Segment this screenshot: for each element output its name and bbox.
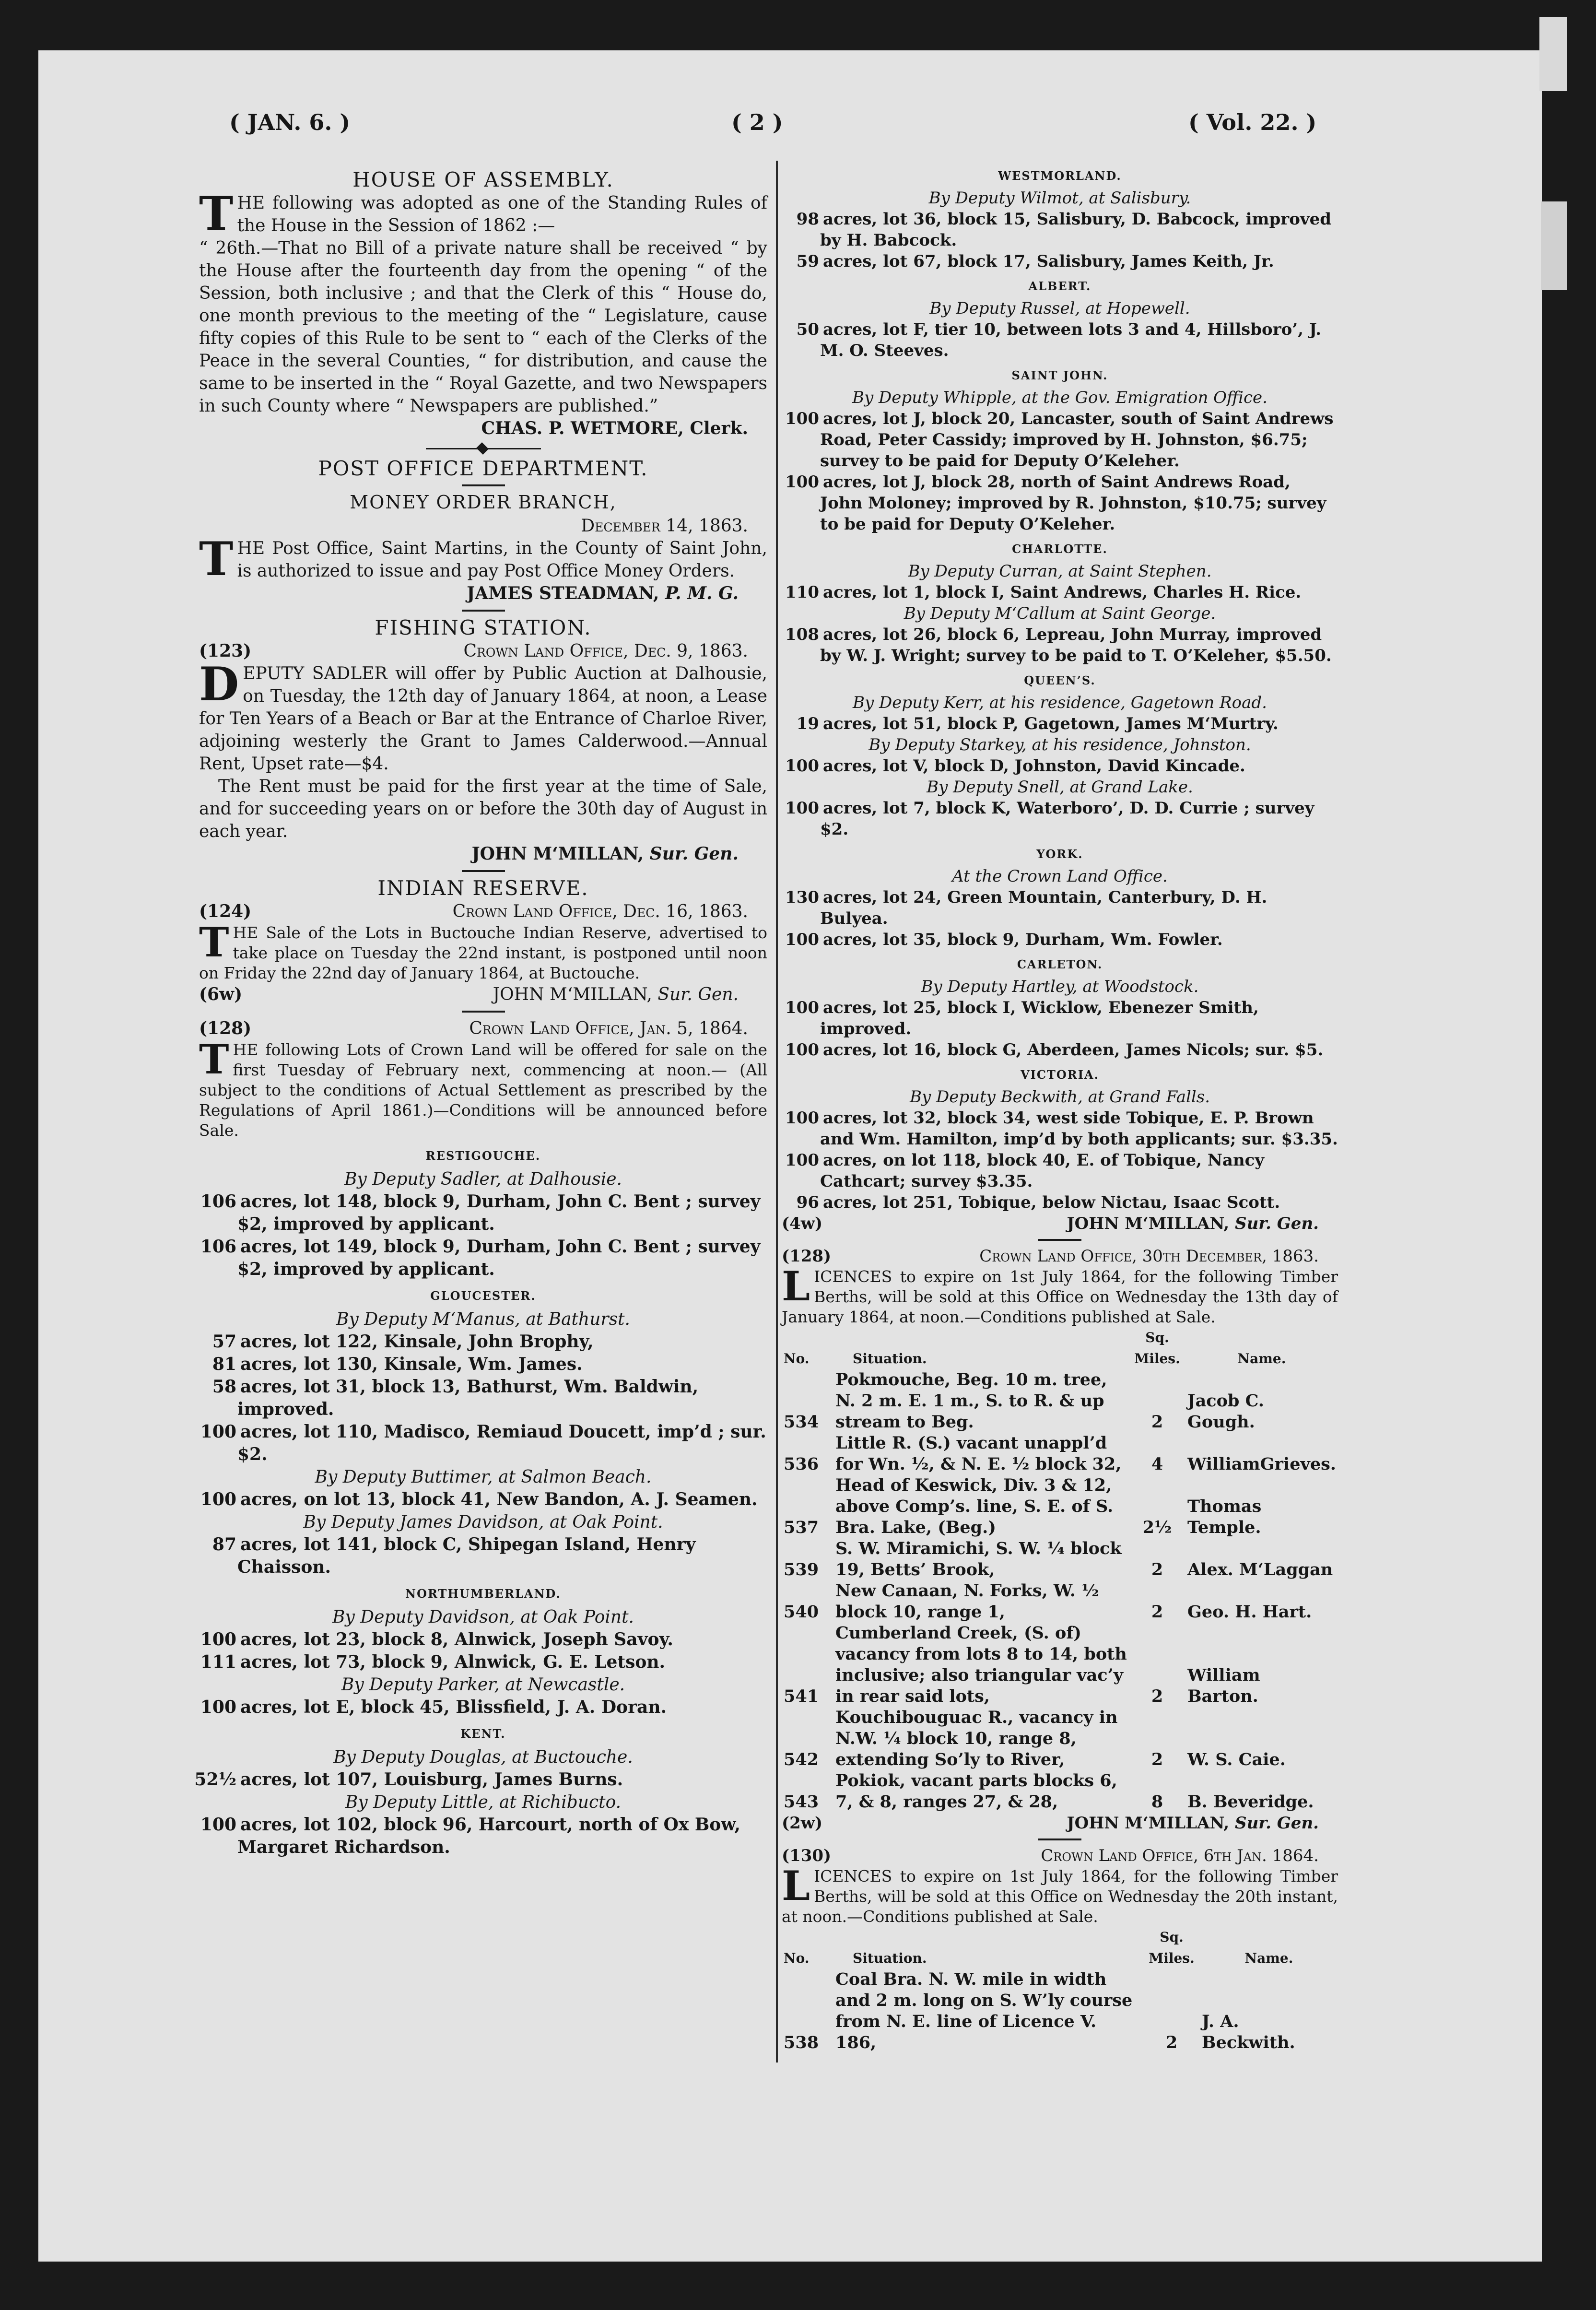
sig-name: JOHN M‘MILLAN, [1067,1214,1230,1233]
sig-name: JOHN M‘MILLAN, [493,985,652,1004]
lot-entry [199,1236,767,1281]
deputy-line: By Deputy Russel, at Hopewell. [929,299,1190,318]
acreage: 87 [212,1534,236,1555]
lot-entry [782,251,1338,272]
county-heading: YORK. [1036,847,1083,861]
lot-entry [199,1651,767,1674]
table-row [782,1707,1338,1770]
berth-number: 536 [784,1454,819,1474]
lot-text: acres, lot 32, block 34, west side Tobique, E. P. Brown and Wm. Hamilton, imp’d by both applicants; sur. $3.35. [820,1108,1338,1149]
berth-number: 538 [784,2033,819,2052]
timber-berth-table [782,1327,1338,1813]
sig-title: Sur. Gen. [1235,1814,1319,1833]
lic128-text-body: ICENCES to expire on 1st July 1864, for the following Timber Berths, will be sold at this Office on Wednesday the 13th day of January 1864, at noon.—Conditions published at Sale. [782,1267,1338,1326]
lot-entry [782,471,1338,535]
indian-text [199,919,767,983]
lot-text: acres, lot 16, block G, Aberdeen, James Nicols; sur. $5. [823,1040,1324,1060]
lot-entry [782,929,1338,950]
berth-number: 542 [784,1750,819,1769]
sig-name: JAMES STEADMAN, [467,583,659,603]
post-title: POST OFFICE DEPARTMENT. [318,457,648,480]
dropcap: T [199,532,234,586]
berth-sq-miles: 2 [1151,1412,1163,1432]
post-subtitle: MONEY ORDER BRANCH, [350,492,617,513]
berth-situation: S. W. Miramichi, S. W. ¼ block 19, Betts’ Brook, [835,1539,1122,1579]
lot-text: acres, lot J, block 28, north of Saint Andrews Road, John Moloney; improved by R. Johnston, $10.75; survey to be paid for Deputy O’Keleher. [820,472,1326,534]
county-heading: QUEEN’S. [1024,673,1096,687]
county-heading: CARLETON. [1017,957,1103,971]
short-rule [1038,1239,1081,1241]
sig-name: JOHN M‘MILLAN, [471,844,644,864]
deputy-line: At the Crown Land Office. [952,867,1168,886]
lot-text: acres, lot J, block 20, Lancaster, south of Saint Andrews Road, Peter Cassidy; improved by H. Johnston, $6.75; survey to be paid for Deputy O’Keleher. [820,409,1334,471]
lot-text: acres, lot 36, block 15, Salisbury, D. Babcock, improved by H. Babcock. [820,210,1332,250]
lot-text: acres, lot 1, block I, Saint Andrews, Charles H. Rice. [823,583,1302,602]
office-date: Crown Land Office, 30th December, 1863. [979,1247,1319,1266]
deputy-line: By Deputy Sadler, at Dalhousie. [344,1169,622,1189]
lot-entry [194,1768,767,1791]
deputy-line: By Deputy M‘Callum at Saint George. [904,604,1216,623]
acreage: 110 [785,583,819,602]
lot-entry [782,1108,1338,1150]
berth-sq-miles: 2 [1151,1602,1163,1622]
indian-title: INDIAN RESERVE. [377,876,589,900]
lot-entry [782,1150,1338,1192]
lot-entry [782,755,1338,777]
crown128-text [199,1036,767,1141]
berth-sq-miles: 4 [1151,1454,1163,1474]
insertion-tag: (4w) [782,1214,823,1233]
berth-name: Alex. M‘Laggan [1187,1560,1333,1579]
timber-berth-table [782,1927,1338,2053]
lot-entry [782,997,1338,1039]
county-heading: NORTHUMBERLAND. [405,1587,561,1601]
lot-entry [782,209,1338,251]
acreage: 100 [200,1629,236,1650]
acreage: 100 [785,930,819,949]
berth-sq-miles: 2 [1151,1750,1163,1769]
acreage: 100 [200,1422,236,1442]
lot-text: acres, lot 51, block P, Gagetown, James M‘Murtry. [823,714,1279,733]
col-no: No. [784,1950,810,1966]
col-situation: Situation. [853,1950,927,1966]
short-rule [462,610,505,612]
office-date: Crown Land Office, Jan. 5, 1864. [469,1019,748,1038]
lot-text: acres, lot F, tier 10, between lots 3 and 4, Hillsboro’, J. M. O. Steeves. [820,320,1322,360]
deputy-line: By Deputy Hartley, at Woodstock. [921,977,1199,996]
sig-name: JOHN M‘MILLAN, [1067,1814,1230,1833]
office-date: Crown Land Office, Dec. 16, 1863. [452,902,748,921]
lic128-office-line [782,1246,1338,1267]
acreage: 100 [785,1108,819,1128]
dropcap: T [199,919,229,966]
county-heading: GLOUCESTER. [430,1289,536,1303]
acreage: 108 [785,625,819,644]
acreage: 50 [796,320,819,339]
berth-name: W. S. Caie. [1187,1750,1286,1769]
acreage: 106 [200,1237,236,1257]
acreage: 100 [785,1151,819,1170]
dropcap: D [199,657,239,711]
acreage: 100 [200,1697,236,1717]
county-heading: KENT. [460,1727,506,1741]
table-row [782,1538,1338,1580]
berth-sq-miles: 8 [1151,1792,1163,1812]
lot-entry [199,1353,767,1376]
berth-name: Jacob C. Gough. [1187,1391,1264,1432]
col-situation: Situation. [853,1351,927,1367]
lic128-signature-line [782,1813,1338,1834]
lot-text: acres, lot 102, block 96, Harcourt, north of Ox Bow, Margaret Richardson. [237,1815,740,1857]
acreage: 100 [785,756,819,776]
header-page-number: ( 2 ) [731,109,783,135]
berth-name: Thomas Temple. [1187,1497,1262,1537]
assembly-intro [199,187,767,241]
acreage: 59 [796,252,819,271]
lot-entry [199,1331,767,1353]
post-text-body: HE Post Office, Saint Martins, in the County of Saint John, is authorized to issue and pay Post Office Money Orders. [237,539,767,581]
header-date: ( JAN. 6. ) [229,109,351,135]
lot-text: acres, lot 107, Louisburg, James Burns. [240,1769,623,1790]
acreage: 100 [785,998,819,1017]
acreage: 96 [796,1193,819,1212]
berth-situation: Pokiok, vacant parts blocks 6, 7, & 8, ranges 27, & 28, [835,1771,1117,1812]
lot-entry [782,798,1338,840]
sig-title: Sur. Gen. [649,844,739,864]
post-signature [199,582,739,605]
sig-title: P. M. G. [665,583,739,603]
column-rule [776,161,778,2062]
lot-text: acres, lot 23, block 8, Alnwick, Joseph Savoy. [240,1629,673,1650]
fishing-signature [199,843,739,865]
assembly-title: HOUSE OF ASSEMBLY. [352,168,614,191]
acreage: 58 [212,1377,236,1397]
lot-text: acres, lot 251, Tobique, below Nictau, Isaac Scott. [823,1193,1280,1212]
acreage: 111 [200,1652,236,1672]
lot-entry [782,319,1338,361]
berth-number: 543 [784,1792,819,1812]
county-heading: ALBERT. [1028,279,1091,293]
berth-number: 537 [784,1518,819,1537]
ad-number: (128) [782,1247,832,1266]
short-rule [462,870,505,872]
berth-situation: Cumberland Creek, (S. of) vacancy from lots 8 to 14, both inclusive; also triangular vac’y in rear said lots, [835,1623,1127,1706]
berth-situation: New Canaan, N. Forks, W. ½ block 10, range 1, [835,1581,1099,1622]
indian-signature-line [199,983,767,1006]
page-edge-tab [1539,17,1567,91]
lot-entry [199,1421,767,1466]
lic128-text [782,1262,1338,1327]
indian-text-body: HE Sale of the Lots in Buctouche Indian Reserve, advertised to take place on Tuesday the 22nd instant, is postponed until noon on Friday the 22nd day of January 1864, at Buctouche. [199,923,767,982]
berth-number: 540 [784,1602,819,1622]
berth-number: 534 [784,1412,819,1432]
lot-text: acres, lot 122, Kinsale, John Brophy, [240,1332,594,1352]
post-text [199,532,767,586]
lot-text: acres, lot 24, Green Mountain, Canterbury, D. H. Bulyea. [820,888,1267,928]
county-heading: VICTORIA. [1021,1068,1099,1082]
lic130-text-body: ICENCES to expire on 1st July 1864, for the following Timber Berths, will be sold at this Office on Wednesday the 20th instant, at noon.—Conditions published at Sale. [782,1867,1338,1926]
acreage: 106 [200,1191,236,1212]
lot-text: acres, lot 141, block C, Shipegan Island, Henry Chaisson. [237,1534,696,1577]
lot-entry [782,713,1338,734]
lot-entry [782,1192,1338,1213]
county-heading: CHARLOTTE. [1012,542,1108,556]
acreage: 100 [200,1815,236,1835]
lic130-office-line [782,1845,1338,1866]
deputy-line: By Deputy Little, at Richibucto. [345,1792,622,1812]
ad-number: (123) [199,641,252,661]
berth-number: 539 [784,1560,819,1579]
lot-text: acres, on lot 13, block 41, New Bandon, A. J. Seamen. [240,1489,758,1509]
table-body [782,1369,1338,1813]
acreage: 98 [796,210,819,229]
assembly-signature: CHAS. P. WETMORE, Clerk. [481,418,748,438]
lot-text: acres, lot 7, block K, Waterboro’, D. D. Currie ; survey $2. [820,799,1314,839]
deputy-line: By Deputy Snell, at Grand Lake. [927,778,1193,797]
lot-entry [199,1190,767,1236]
table-row [782,1623,1338,1707]
lot-text: acres, lot V, block D, Johnston, David Kincade. [823,756,1245,776]
berth-sq-miles: 2 [1151,1686,1163,1706]
county-heading: SAINT JOHN. [1011,368,1108,382]
right-signature-line [782,1213,1338,1234]
acreage: 100 [785,799,819,818]
acreage: 19 [796,714,819,733]
lot-text: acres, lot 25, block I, Wicklow, Ebenezer Smith, improved. [820,998,1259,1038]
table-row [782,1969,1338,2053]
berth-situation: Little R. (S.) vacant unappl’d for Wn. ½, & N. E. ½ block 32, [835,1433,1122,1474]
lot-entry [199,1696,767,1719]
table-row [782,1580,1338,1623]
berth-sq-miles: 2 [1165,2033,1178,2052]
ornament-divider [426,443,541,454]
table-row [782,1433,1338,1475]
lot-entry [199,1376,767,1421]
berth-number: 541 [784,1686,819,1706]
short-rule [1038,1839,1081,1840]
col-name: Name. [1237,1351,1286,1367]
lot-entry [199,1628,767,1651]
lic130-text [782,1862,1338,1927]
berth-name: Geo. H. Hart. [1187,1602,1312,1622]
deputy-line: By Deputy M‘Manus, at Bathurst. [336,1309,630,1329]
deputy-line: By Deputy Buttimer, at Salmon Beach. [315,1467,652,1487]
dropcap: L [782,1862,810,1909]
crown128-office-line [199,1017,767,1040]
col-no: No. [784,1351,810,1367]
ad-number: (130) [782,1846,832,1865]
sig-title: Sur. Gen. [1235,1214,1319,1233]
lot-text: acres, lot 149, block 9, Durham, John C. Bent ; survey $2, improved by applicant. [237,1237,761,1279]
assembly-intro-text: HE following was adopted as one of the Standing Rules of the House in the Session of 1862 :— [237,193,767,236]
berth-situation: Head of Keswick, Div. 3 & 12, above Comp’s. line, S. E. of S. Bra. Lake, (Beg.) [835,1475,1114,1537]
insertion-tag: (2w) [782,1814,823,1833]
berth-situation: Coal Bra. N. W. mile in width and 2 m. long on S. W’ly course from N. E. line of Licence V. 186, [835,1969,1133,2052]
lot-text: acres, lot 26, block 6, Lepreau, John Murray, improved by W. J. Wright; survey to be paid to T. O’Keleher, $5.50. [820,625,1332,665]
berth-name: WilliamGrieves. [1187,1454,1336,1474]
table-row [782,1770,1338,1813]
dropcap: T [199,187,234,241]
berth-name: B. Beveridge. [1187,1792,1314,1812]
indian-office-line [199,900,767,923]
deputy-line: By Deputy Starkey, at his residence, Johnston. [868,735,1251,754]
col-name: Name. [1244,1950,1293,1966]
insertion-tag: (6w) [199,984,243,1004]
berth-sq-miles: 2½ [1142,1518,1172,1537]
lot-entry [199,1488,767,1511]
berth-name: J. A. Beckwith. [1202,2012,1295,2052]
lot-text: acres, lot 31, block 13, Bathurst, Wm. Baldwin, improved. [237,1377,699,1419]
deputy-line: By Deputy Beckwith, at Grand Falls. [909,1087,1210,1107]
fishing-text-body: EPUTY SADLER will offer by Public Auction at Dalhousie, on Tuesday, the 12th day of January 1864, at noon, a Lease for Ten Years of a Beach or Bar at the Entrance of Charloe River, adjoining westerly the Grant to James Calderwood.—Annual Rent, Upset rate—$4. [199,664,767,774]
table-body [782,1969,1338,2053]
lot-text: acres, lot 73, block 9, Alnwick, G. E. Letson. [240,1652,666,1672]
lot-text: acres, lot 148, block 9, Durham, John C. Bent ; survey $2, improved by applicant. [237,1191,761,1234]
dropcap: T [199,1036,229,1083]
lot-text: acres, lot 67, block 17, Salisbury, James Keith, Jr. [823,252,1274,271]
acreage: 100 [785,472,819,492]
short-rule [462,484,505,486]
county-heading: WESTMORLAND. [998,169,1122,183]
col-sq: Sq. Miles. [1134,1330,1180,1367]
acreage: 100 [200,1489,236,1509]
lot-text: acres, lot E, block 45, Blissfield, J. A. Doran. [240,1697,667,1717]
fishing-title: FISHING STATION. [375,616,592,639]
ad-number: (124) [199,901,252,921]
fishing-text-2: The Rent must be paid for the first year at the time of Sale, and for succeeding years on or before the 30th day of August in each year. [199,777,767,841]
header-volume: ( Vol. 22. ) [1188,109,1317,135]
deputy-line: By Deputy Davidson, at Oak Point. [332,1607,634,1627]
acreage: 57 [212,1332,236,1352]
office-date: Crown Land Office, Dec. 9, 1863. [463,641,748,661]
table-row [782,1475,1338,1538]
right-column [782,165,1338,2053]
lot-entry [199,1814,767,1859]
dropcap: L [782,1262,810,1310]
left-column [194,165,767,1859]
berth-situation: Kouchibouguac R., vacancy in N.W. ¼ block 10, range 8, extending So’ly to River, [835,1708,1118,1769]
lot-text: acres, lot 35, block 9, Durham, Wm. Fowler. [823,930,1223,949]
crown128-text-body: HE following Lots of Crown Land will be offered for sale on the first Tuesday of February next, commencing at noon.— (All subject to the conditions of Actual Settlement as prescribed by the Regulations of April 1861.)—Conditions will be announced before Sale. [199,1040,767,1140]
berth-situation: Pokmouche, Beg. 10 m. tree, N. 2 m. E. 1 m., S. to R. & up stream to Beg. [835,1370,1107,1432]
table-header [782,1327,1338,1369]
deputy-line: By Deputy James Davidson, at Oak Point. [303,1512,663,1532]
berth-name: William Barton. [1187,1665,1260,1706]
ad-number: (128) [199,1018,252,1038]
acreage: 130 [785,888,819,907]
table-row [782,1369,1338,1433]
fishing-text [199,657,767,775]
acreage: 81 [212,1354,236,1374]
sig-title: Sur. Gen. [657,985,739,1004]
col-sq: Sq. Miles. [1149,1929,1195,1966]
lot-entry [782,1039,1338,1061]
deputy-line: By Deputy Parker, at Newcastle. [341,1675,625,1695]
lot-entry [199,1533,767,1579]
acreage: 100 [785,409,819,428]
county-heading: RESTIGOUCHE. [425,1149,541,1163]
page-edge-tab [1541,201,1567,290]
post-date: December 14, 1863. [581,516,748,536]
berth-sq-miles: 2 [1151,1560,1163,1579]
deputy-line: By Deputy Kerr, at his residence, Gagetown Road. [853,693,1267,712]
lot-entry [782,408,1338,471]
deputy-line: By Deputy Wilmot, at Salisbury. [928,189,1191,208]
acreage: 52½ [194,1769,236,1790]
lot-text: acres, on lot 118, block 40, E. of Tobique, Nancy Cathcart; survey $3.35. [820,1151,1265,1191]
assembly-rule: “ 26th.—That no Bill of a private nature shall be received “ by the House after the fourteenth day from the opening “ of the Session, both inclusive ; and that the Clerk of this “ House do, one month previous to the meeting of the “ Legislature, cause fifty copies of this Rule to be sent to “ each of the Clerks of the Peace in the several Counties, “ for distribution, and cause the same to be inserted in the “ Royal Gazette, and two Newspapers in such County where “ Newspapers are published.” [199,238,767,416]
lot-text: acres, lot 110, Madisco, Remiaud Doucett, imp’d ; sur. $2. [237,1422,766,1464]
lot-text: acres, lot 130, Kinsale, Wm. James. [240,1354,583,1374]
deputy-line: By Deputy Douglas, at Buctouche. [333,1747,633,1767]
table-header [782,1927,1338,1969]
office-date: Crown Land Office, 6th Jan. 1864. [1041,1846,1319,1865]
acreage: 100 [785,1040,819,1060]
lot-entry [782,582,1338,603]
lot-entry [782,887,1338,929]
deputy-line: By Deputy Curran, at Saint Stephen. [908,562,1212,581]
fishing-office-line [199,640,767,662]
deputy-line: By Deputy Whipple, at the Gov. Emigration Office. [852,388,1267,407]
lot-entry [782,624,1338,666]
short-rule [462,1011,505,1013]
